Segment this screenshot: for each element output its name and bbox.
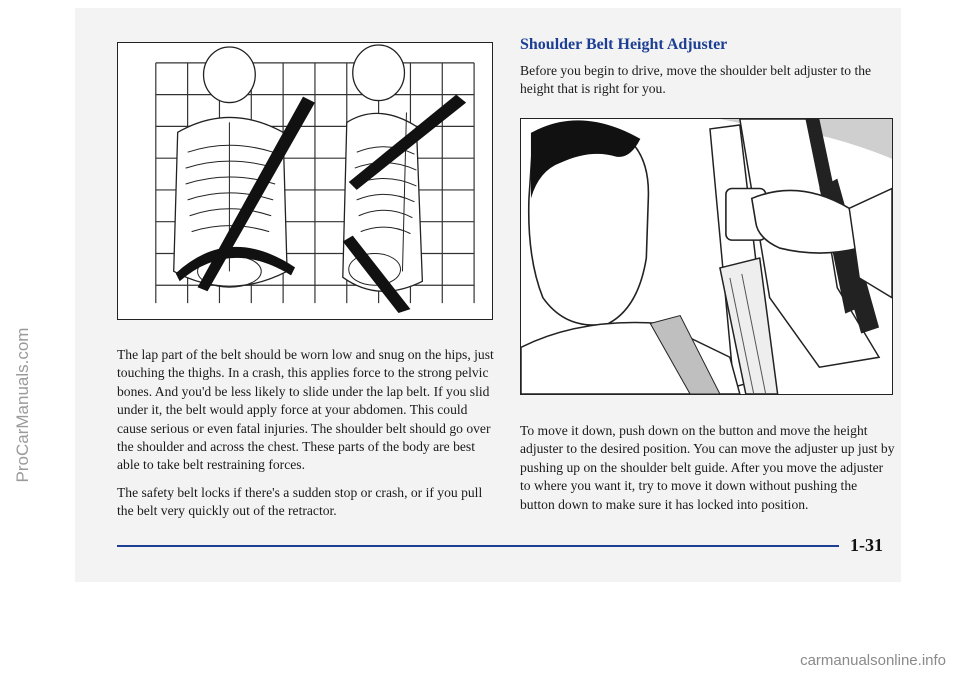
skeleton-belt-illustration: [117, 42, 493, 320]
section-heading: Shoulder Belt Height Adjuster: [520, 36, 728, 53]
intro-paragraph: Before you begin to drive, move the shoulder belt adjuster to the height that is right for you.: [520, 63, 872, 97]
side-watermark-text: ProCarManuals.com: [13, 327, 32, 483]
left-column: [117, 346, 497, 530]
belt-lock-paragraph: The safety belt locks if there's a sudden stop or crash, or if you pull the belt very quickly out of the retractor.: [117, 484, 483, 519]
lap-belt-paragraph: The lap part of the belt should be worn low and snug on the hips, just touching the thighs. In a crash, this applies force to the strong pelvic bones. And you'd be less likely to slide under the lap belt. If you slid under it, the belt would apply force at your abdomen. This could cause serious or even fatal injuries. The shoulder belt should go over the shoulder and across the chest. These parts of the body are best able to take belt restraining forces.: [117, 347, 494, 473]
driver-adjusting-belt-illustration: [520, 118, 893, 395]
bottom-watermark: carmanualsonline.info: [800, 652, 946, 669]
footer-rule: [117, 545, 839, 547]
side-watermark: [8, 40, 36, 640]
page-number: 1-31: [850, 535, 883, 555]
adjuster-instructions-paragraph: To move it down, push down on the button and move the height adjuster to the desired position. You can move the adjuster up just by pushing up on the shoulder belt guide. After you move the adjuster to where you want it, try to move it down without pushing the button down to make sure it has locked into position.: [520, 423, 895, 512]
